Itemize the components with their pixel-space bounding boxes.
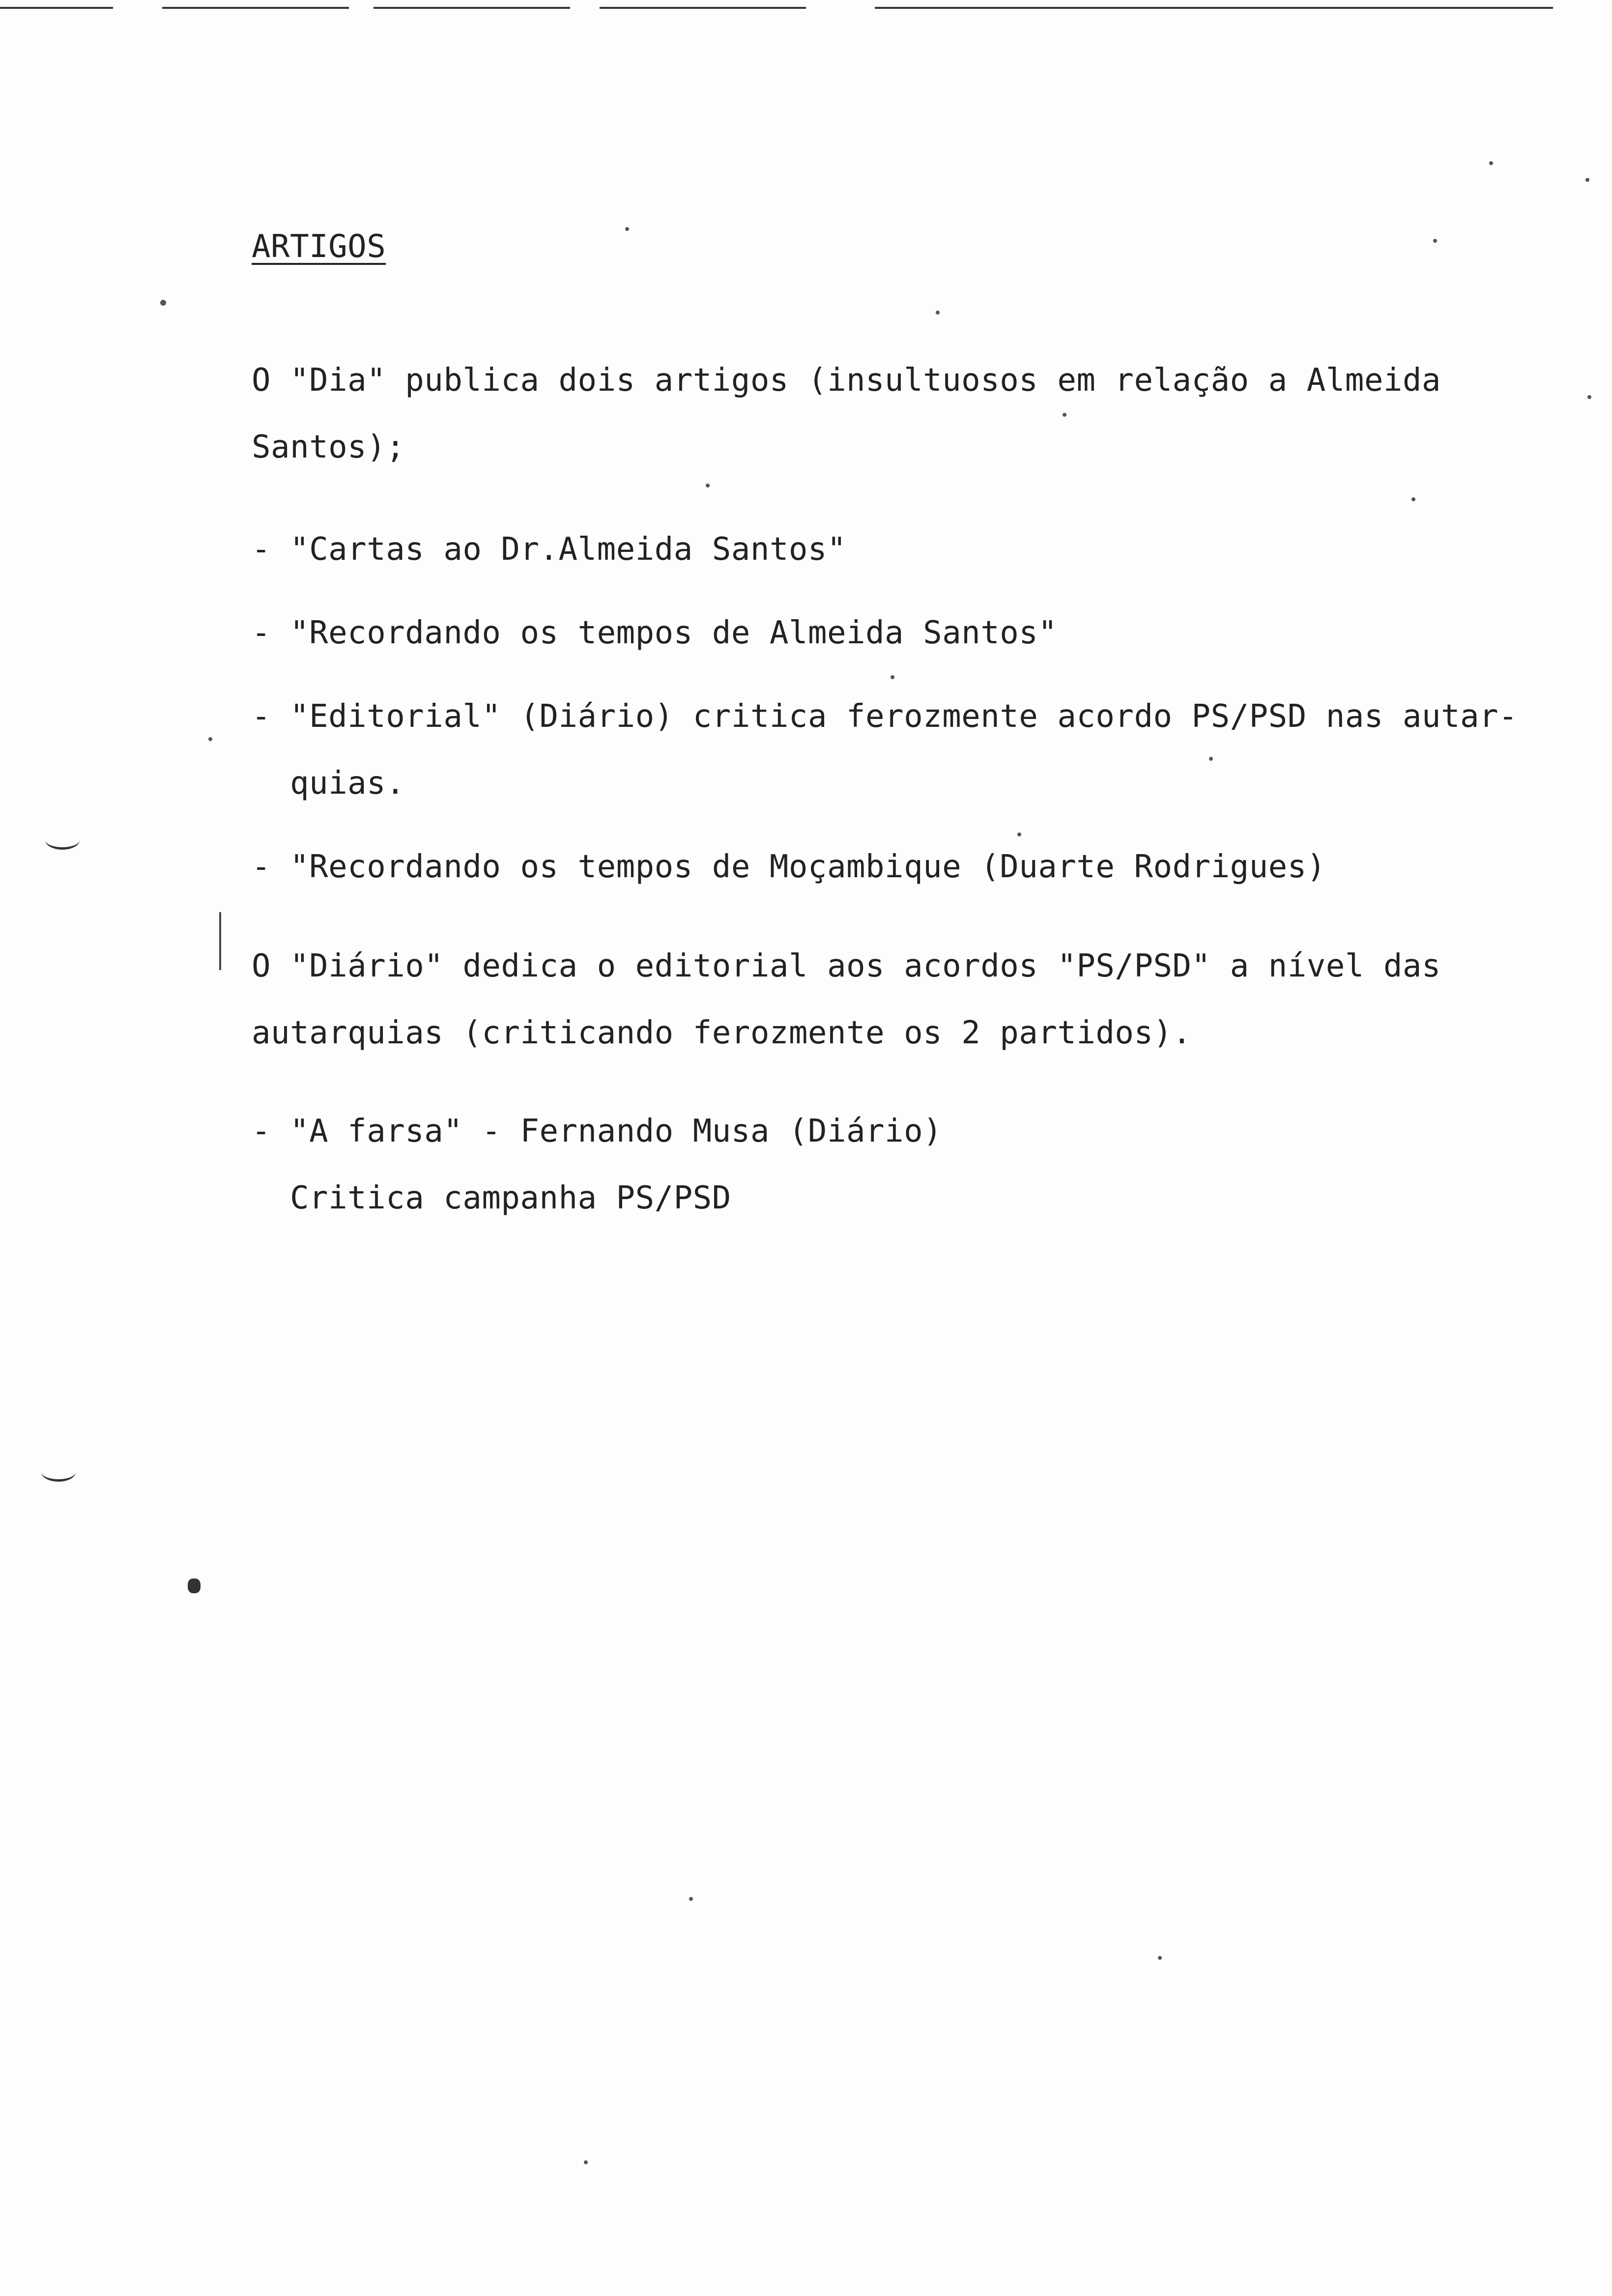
top-rule	[162, 7, 349, 9]
scan-speck	[625, 227, 629, 231]
scan-speck	[1411, 497, 1415, 501]
top-rule	[600, 7, 806, 9]
scan-speck	[1433, 239, 1437, 243]
scan-blot	[188, 1578, 201, 1593]
scan-speck	[936, 311, 940, 315]
list-item-editorial-continued: quias.	[290, 765, 405, 802]
scan-speck	[891, 675, 894, 679]
scan-speck	[689, 1897, 693, 1901]
scan-speck	[706, 484, 710, 488]
scan-speck	[1158, 1956, 1162, 1960]
top-rule	[875, 7, 1553, 9]
list-item-recordando-mocambique: - "Recordando os tempos de Moçambique (Duarte Rodrigues)	[252, 849, 1326, 885]
paragraph-diario-line-2: autarquias (criticando ferozmente os 2 partidos).	[252, 1015, 1192, 1051]
scan-speck	[160, 300, 166, 306]
intro-line-1: O "Dia" publica dois artigos (insultuosos em relação a Almeida	[252, 362, 1441, 399]
top-rule	[0, 7, 113, 9]
scan-mark	[45, 831, 80, 850]
scan-mark	[41, 1463, 76, 1482]
list-item-cartas: - "Cartas ao Dr.Almeida Santos"	[252, 531, 846, 568]
margin-mark	[219, 912, 221, 970]
list-item-recordando-almeida: - "Recordando os tempos de Almeida Santos"	[252, 615, 1058, 651]
list-item-a-farsa-note: Critica campanha PS/PSD	[290, 1180, 731, 1216]
scan-speck	[1587, 395, 1591, 399]
scan-speck	[1489, 161, 1493, 165]
scan-speck	[1063, 413, 1066, 417]
scan-speck	[584, 2160, 588, 2164]
scan-speck	[1585, 178, 1589, 182]
paragraph-diario-line-1: O "Diário" dedica o editorial aos acordos "PS/PSD" a nível das	[252, 948, 1441, 984]
list-item-a-farsa: - "A farsa" - Fernando Musa (Diário)	[252, 1113, 943, 1149]
list-item-editorial: - "Editorial" (Diário) critica ferozmente acordo PS/PSD nas autar-	[252, 698, 1518, 735]
scan-speck	[1209, 757, 1213, 761]
intro-line-2: Santos);	[252, 429, 405, 465]
scan-speck	[1017, 832, 1021, 836]
section-heading: ARTIGOS	[252, 229, 386, 265]
top-rule	[374, 7, 570, 9]
scan-speck	[208, 737, 212, 741]
